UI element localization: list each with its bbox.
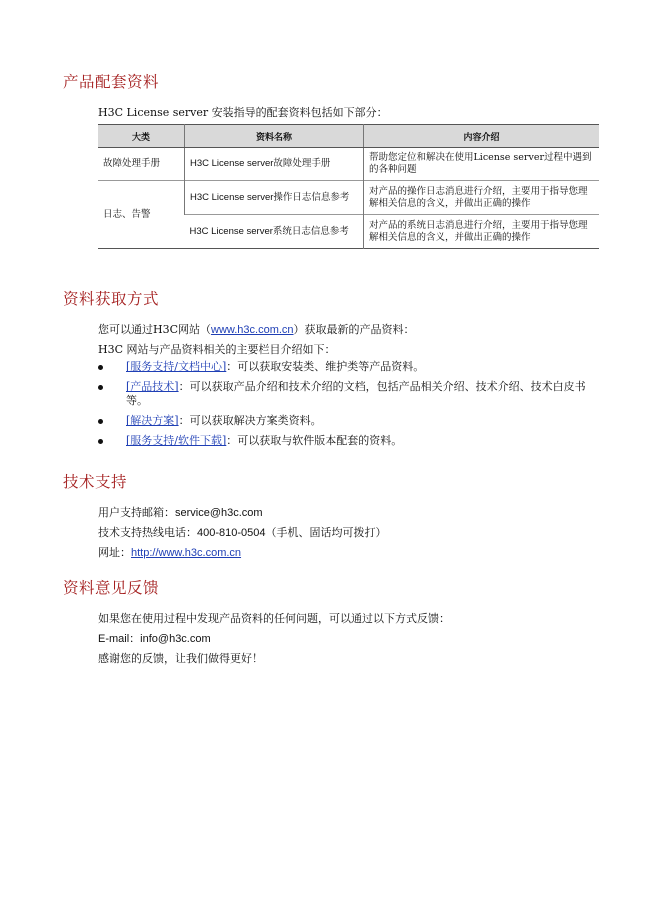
product-docs-table <box>98 124 599 249</box>
h3c-url-link[interactable]: http://www.h3c.com.cn <box>131 547 242 559</box>
table-cell-desc: 对产品的系统日志消息进行介绍，主要用于指导您理解相关信息的含义，并做出正确的操作 <box>364 215 600 249</box>
section-title-tech-support: 技术支持 <box>63 473 128 491</box>
feedback-email: info@h3c.com <box>140 633 211 645</box>
table-row <box>98 148 599 181</box>
table-header-desc: 内容介绍 <box>364 125 600 148</box>
table-row <box>98 181 599 215</box>
list-item: [服务支持/软件下载]：可以获取与软件版本配套的资料。 <box>98 434 603 448</box>
section-title-product-docs: 产品配套资料 <box>63 73 160 91</box>
table-cell-name: H3C License server操作日志信息参考 <box>185 181 364 215</box>
solutions-link[interactable]: [解决方案] <box>126 414 179 427</box>
support-url-line: 网址：http://www.h3c.com.cn <box>98 546 242 559</box>
support-hotline-line: 技术支持热线电话：400-810-0504（手机、固话均可拨打） <box>98 526 387 539</box>
support-email: service@h3c.com <box>175 507 263 519</box>
bullet-icon <box>98 365 103 370</box>
doc-center-link[interactable]: [服务支持/文档中心] <box>126 360 227 373</box>
doc-access-line1: 您可以通过H3C网站（www.h3c.com.cn）获取最新的产品资料： <box>98 323 415 336</box>
section-title-feedback: 资料意见反馈 <box>63 579 160 597</box>
list-item: [服务支持/文档中心]：可以获取安装类、维护类等产品资料。 <box>98 360 603 374</box>
list-item: [解决方案]：可以获取解决方案类资料。 <box>98 414 603 428</box>
list-item: [产品技术]：可以获取产品介绍和技术介绍的文档，包括产品相关介绍、技术介绍、技术白皮书等。 <box>98 380 603 408</box>
feedback-intro: 如果您在使用过程中发现产品资料的任何问题，可以通过以下方式反馈： <box>98 612 450 625</box>
feedback-thanks: 感谢您的反馈，让我们做得更好！ <box>98 652 263 665</box>
support-hotline: 400-810-0504 <box>197 527 266 539</box>
feedback-email-line: E-mail：info@h3c.com <box>98 633 211 645</box>
bullet-icon <box>98 419 103 424</box>
bullet-icon <box>98 439 103 444</box>
support-email-line: 用户支持邮箱：service@h3c.com <box>98 506 263 519</box>
table-cell-desc: 帮助您定位和解决在使用License server过程中遇到的各种问题 <box>364 148 600 181</box>
section-title-doc-access: 资料获取方式 <box>63 290 160 308</box>
table-header-category: 大类 <box>98 125 185 148</box>
product-docs-intro: H3C License server 安装指导的配套资料包括如下部分： <box>98 106 388 119</box>
table-cell-name: H3C License server故障处理手册 <box>185 148 364 181</box>
bullet-icon <box>98 385 103 390</box>
table-cell-category: 日志、告警 <box>98 181 185 249</box>
table-header-row <box>98 125 599 148</box>
h3c-website-link[interactable]: www.h3c.com.cn <box>211 324 294 336</box>
table-cell-desc: 对产品的操作日志消息进行介绍，主要用于指导您理解相关信息的含义，并做出正确的操作 <box>364 181 600 215</box>
doc-columns-list <box>98 360 603 454</box>
software-download-link[interactable]: [服务支持/软件下载] <box>126 434 227 447</box>
product-tech-link[interactable]: [产品技术] <box>126 380 179 393</box>
table-cell-category: 故障处理手册 <box>98 148 185 181</box>
table-cell-name: H3C License server系统日志信息参考 <box>185 215 364 249</box>
doc-access-line2: H3C 网站与产品资料相关的主要栏目介绍如下： <box>98 343 336 356</box>
table-header-name: 资料名称 <box>185 125 364 148</box>
